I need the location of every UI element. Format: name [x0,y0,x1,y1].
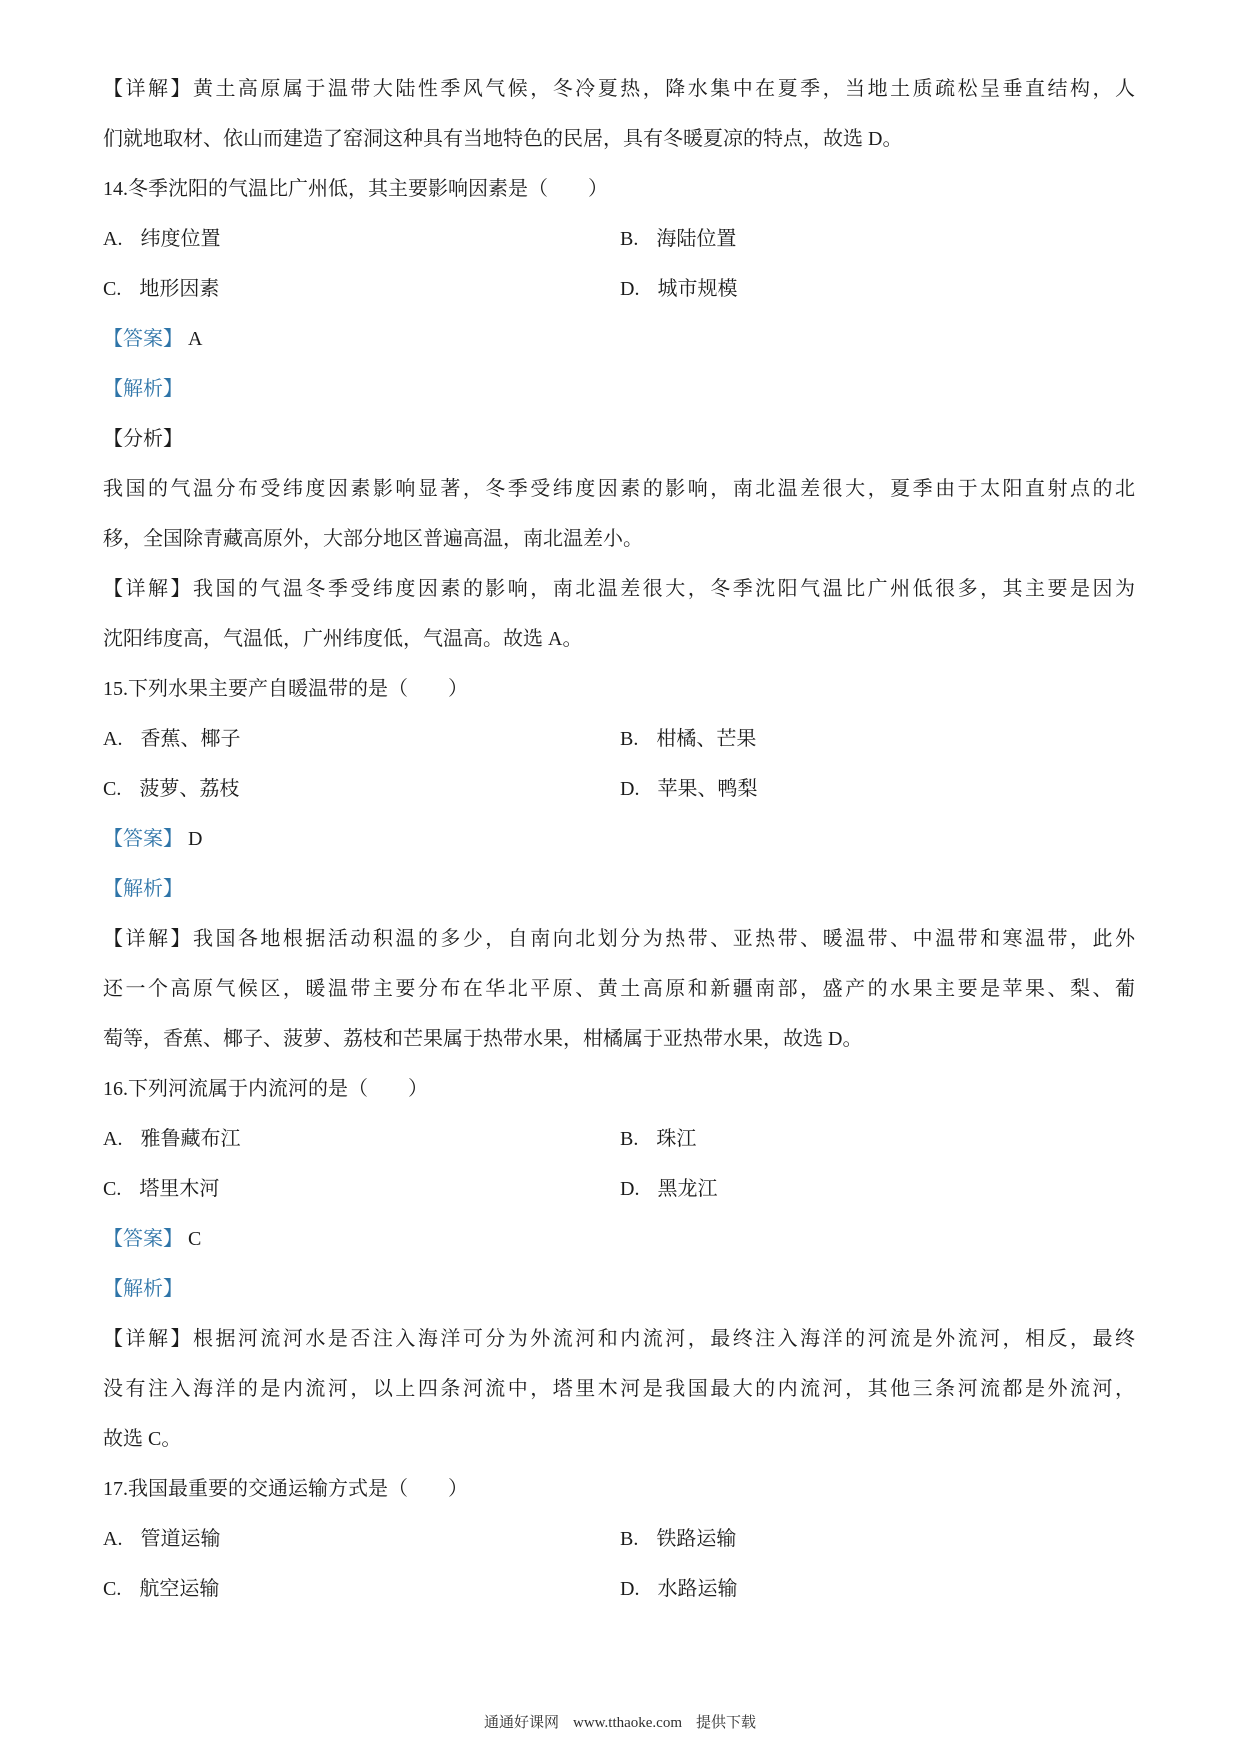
option-letter: D. [620,1178,640,1200]
analysis-label: 【解析】 [103,878,183,900]
question-number: 16. [103,1078,128,1100]
option-letter: D. [620,278,640,300]
paragraph-line: 【详解】我国的气温冬季受纬度因素的影响，南北温差很大，冬季沈阳气温比广州低很多，其主要是因为 [103,578,1135,600]
question-block-15 [103,664,1135,1064]
option-letter: B. [620,228,639,250]
option-text: 菠萝、荔枝 [139,778,240,800]
option-text: 雅鲁藏布江 [140,1128,241,1150]
answer-value: C [188,1228,202,1250]
option-b [620,1114,1135,1164]
document-body [103,64,1135,1614]
footer-suffix: 提供下载 [696,1715,757,1731]
option-letter: B. [620,1128,639,1150]
answer-line [103,814,1135,864]
option-c [103,1564,620,1614]
paragraph-line: 【详解】黄土高原属于温带大陆性季风气候，冬冷夏热，降水集中在夏季，当地土质疏松呈垂直结构，人 [103,78,1135,100]
fenxi-label-line [103,414,1135,464]
option-c [103,264,620,314]
paragraph-line: 故选 C。 [103,1428,182,1450]
question-stem-text: 冬季沈阳的气温比广州低，其主要影响因素是（ ） [128,178,608,200]
paragraph-line: 我国的气温分布受纬度因素影响显著，冬季受纬度因素的影响，南北温差很大，夏季由于太阳直射点的北 [103,478,1135,500]
option-letter: C. [103,1178,122,1200]
option-letter: C. [103,278,122,300]
option-letter: A. [103,1528,123,1550]
options-row [103,264,1135,314]
question-stem [103,664,1135,714]
analysis-label-line [103,364,1135,414]
option-c [103,1164,620,1214]
paragraph-line: 萄等，香蕉、椰子、菠萝、荔枝和芒果属于热带水果，柑橘属于亚热带水果，故选 D。 [103,1028,863,1050]
option-text: 黑龙江 [657,1178,718,1200]
paragraph-line: 【详解】我国各地根据活动积温的多少，自南向北划分为热带、亚热带、暖温带、中温带和寒温带，此外 [103,928,1135,950]
option-text: 航空运输 [139,1578,220,1600]
option-b [620,214,1135,264]
answer-label: 【答案】 [103,328,183,350]
options-row [103,1164,1135,1214]
option-c [103,764,620,814]
option-a [103,1114,620,1164]
option-letter: C. [103,1578,122,1600]
question-block-14 [103,164,1135,664]
question-block-17 [103,1464,1135,1614]
analysis-label: 【解析】 [103,1278,183,1300]
analysis-label-line [103,864,1135,914]
question-number: 17. [103,1478,128,1500]
answer-label: 【答案】 [103,828,183,850]
footer-watermark [0,1712,1240,1734]
option-letter: D. [620,1578,640,1600]
footer-site-name: 通通好课网 [483,1715,559,1731]
options-row [103,764,1135,814]
option-letter: A. [103,728,123,750]
answer-line [103,314,1135,364]
question-stem [103,1064,1135,1114]
footer-url: www.tthaoke.com [573,1715,682,1731]
question-block-16 [103,1064,1135,1464]
option-text: 城市规模 [657,278,738,300]
paragraph-line: 没有注入海洋的是内流河，以上四条河流中，塔里木河是我国最大的内流河，其他三条河流都是外流河， [103,1378,1135,1400]
paragraph-line: 移，全国除青藏高原外，大部分地区普遍高温，南北温差小。 [103,528,643,550]
option-a [103,214,620,264]
answer-label: 【答案】 [103,1228,183,1250]
option-text: 香蕉、椰子 [140,728,241,750]
option-letter: B. [620,728,639,750]
options-row [103,1114,1135,1164]
option-text: 珠江 [656,1128,697,1150]
option-b [620,1514,1135,1564]
option-text: 管道运输 [140,1528,221,1550]
option-d [620,1164,1135,1214]
paragraph-line: 沈阳纬度高，气温低，广州纬度低，气温高。故选 A。 [103,628,583,650]
option-text: 铁路运输 [656,1528,737,1550]
question-number: 14. [103,178,128,200]
option-a [103,1514,620,1564]
answer-value: D [188,828,203,850]
option-letter: C. [103,778,122,800]
paragraph-line: 们就地取材、依山而建造了窑洞这种具有当地特色的民居，具有冬暖夏凉的特点，故选 D。 [103,128,903,150]
paragraph-line: 还一个高原气候区，暖温带主要分布在华北平原、黄土高原和新疆南部，盛产的水果主要是苹果、梨、葡 [103,978,1135,1000]
options-row [103,714,1135,764]
answer-line [103,1214,1135,1264]
question-stem [103,1464,1135,1514]
option-b [620,714,1135,764]
paragraph-line: 【详解】根据河流河水是否注入海洋可分为外流河和内流河，最终注入海洋的河流是外流河，相反，最终 [103,1328,1135,1350]
question-stem [103,164,1135,214]
option-text: 水路运输 [657,1578,738,1600]
prev-question-detail [103,64,1135,164]
option-d [620,764,1135,814]
options-row [103,1514,1135,1564]
option-text: 塔里木河 [139,1178,220,1200]
option-text: 地形因素 [139,278,220,300]
option-text: 柑橘、芒果 [656,728,757,750]
option-a [103,714,620,764]
option-letter: A. [103,1128,123,1150]
analysis-label-line [103,1264,1135,1314]
option-text: 苹果、鸭梨 [657,778,758,800]
option-d [620,1564,1135,1614]
options-row [103,1564,1135,1614]
fenxi-label: 【分析】 [103,428,183,450]
answer-value: A [188,328,203,350]
option-letter: B. [620,1528,639,1550]
option-letter: A. [103,228,123,250]
question-stem-text: 下列河流属于内流河的是（ ） [128,1078,428,1100]
question-stem-text: 下列水果主要产自暖温带的是（ ） [128,678,468,700]
option-text: 纬度位置 [140,228,221,250]
analysis-label: 【解析】 [103,378,183,400]
option-letter: D. [620,778,640,800]
options-row [103,214,1135,264]
question-stem-text: 我国最重要的交通运输方式是（ ） [128,1478,468,1500]
option-d [620,264,1135,314]
option-text: 海陆位置 [656,228,737,250]
question-number: 15. [103,678,128,700]
